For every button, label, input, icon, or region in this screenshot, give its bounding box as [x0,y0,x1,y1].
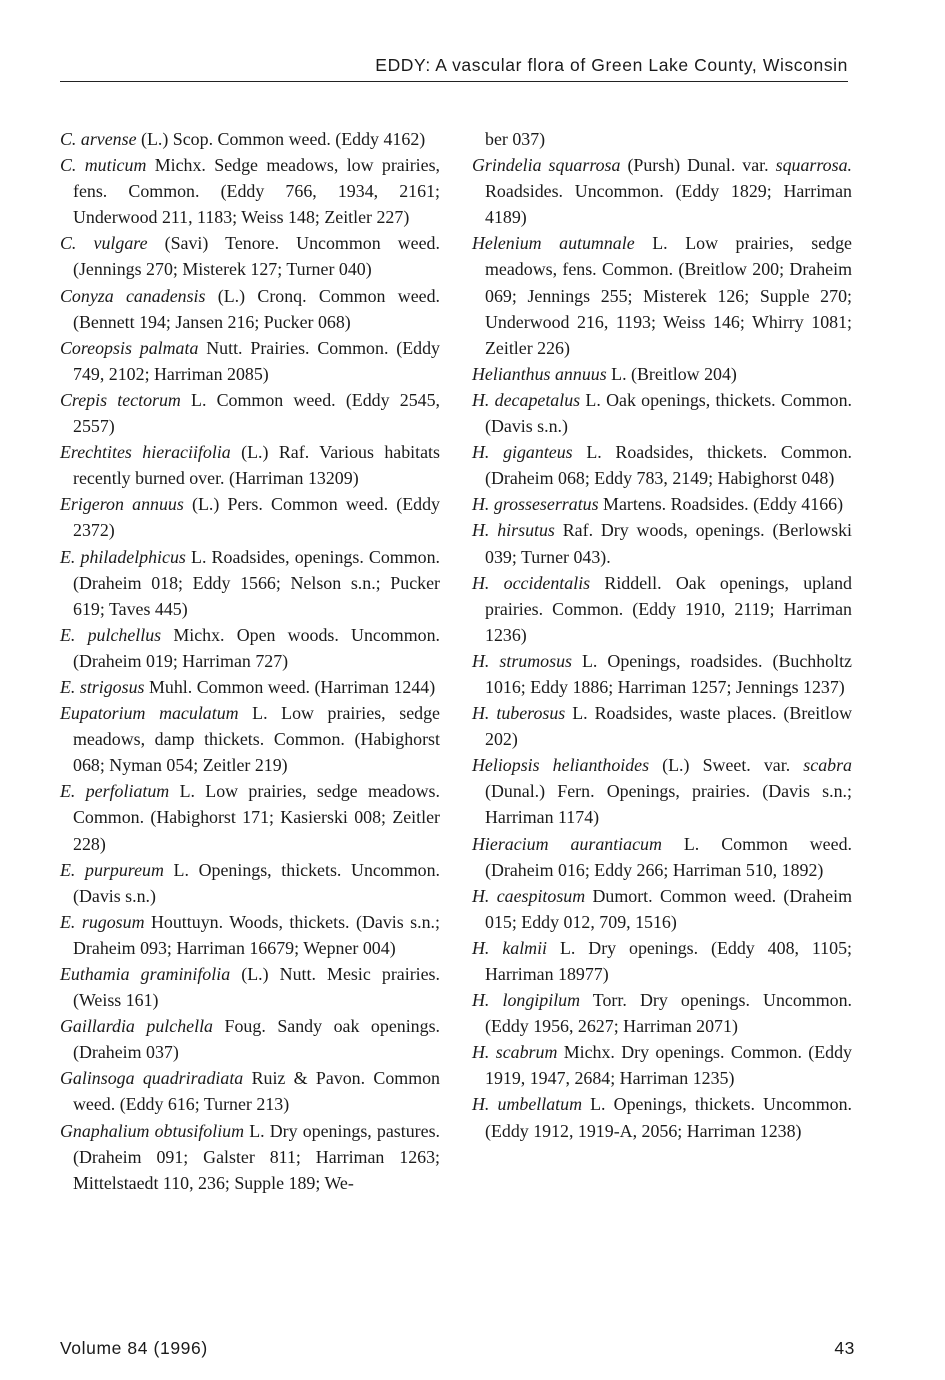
species-notes: Dumort. Common weed. (Draheim 015; Eddy 012, 709, 1516) [485,885,852,932]
species-entry [472,648,852,700]
left-column [60,126,440,1196]
species-entry [472,987,852,1039]
species-name: H. giganteus [472,442,573,463]
species-entry [472,1091,852,1143]
species-name: H. grosseserratus [472,494,599,515]
species-notes: Michx. Sedge meadows, low prairies, fens. Common. (Eddy 766, 1934, 2161; Underwood 211, 1183; Weiss 148; Zeitler 227) [73,155,441,228]
species-name: E. philadelphicus [60,546,186,567]
species-entry [472,752,852,830]
species-notes: L. Low prairies, sedge meadows, damp thickets. Common. (Habighorst 068; Nyman 054; Zeitler 219) [73,703,440,776]
species-notes: L. Low prairies, sedge meadows, fens. Common. (Breitlow 200; Draheim 069; Jennings 255; Misterek 126; Supple 270; Underwood 216, 1193; Weiss 146; Whirry 1081; Zeitler 226) [485,233,852,358]
species-notes: L. (Breitlow 204) [606,363,737,384]
species-name: H. tuberosus [472,703,566,724]
species-notes: (Pursh) Dunal. var. [620,155,776,176]
species-name: Heliopsis helianthoides [472,755,650,776]
species-name: E. perfoliatum [60,781,170,802]
species-entry [60,152,440,230]
species-name: Helenium autumnale [472,233,635,254]
species-name: Hieracium aurantiacum [472,833,662,854]
species-entry [472,491,852,517]
variety-name: squarrosa. [775,155,852,176]
species-entry [60,439,440,491]
species-name: E. rugosum [60,911,145,932]
species-entry [60,622,440,674]
species-entry [60,961,440,1013]
species-entry [60,544,440,622]
species-notes: (L.) Scop. Common weed. (Eddy 4162) [136,129,426,149]
species-entry [472,935,852,987]
species-notes: Riddell. Oak openings, upland prairies. Common. (Eddy 1910, 2119; Harriman 1236) [485,572,852,645]
species-notes: L. Dry openings. (Eddy 408, 1105; Harriman 18977) [485,937,852,984]
volume-footer: Volume 84 (1996) [60,1338,208,1358]
species-notes: Muhl. Common weed. (Harriman 1244) [144,676,436,697]
species-entry [472,570,852,648]
species-notes: Raf. Dry woods, openings. (Berlowski 039; Turner 043). [485,520,852,567]
right-column [472,126,852,1144]
species-notes: Michx. Dry openings. Common. (Eddy 1919, 1947, 2684; Harriman 1235) [485,1042,852,1089]
species-notes: L. Roadsides, openings. Common. (Draheim 018; Eddy 1566; Nelson s.n.; Pucker 619; Taves 445) [73,546,440,619]
species-name: Grindelia squarrosa [472,155,621,176]
species-name: Eupatorium maculatum [60,703,239,724]
species-name: H. kalmii [472,937,548,958]
species-notes: (L.) Cronq. Common weed. (Bennett 194; Jansen 216; Pucker 068) [73,285,440,332]
species-entry [472,831,852,883]
species-notes: (L.) Pers. Common weed. (Eddy 2372) [73,494,440,541]
species-name: Galinsoga quadriradiata [60,1068,244,1089]
species-notes: L. Common weed. (Eddy 2545, 2557) [73,389,440,437]
species-name: Erechtites hieraciifolia [60,442,231,463]
species-notes: Torr. Dry openings. Uncommon. (Eddy 1956, 2627; Harriman 2071) [485,990,852,1037]
species-entry [60,335,440,387]
page-number: 43 [834,1338,855,1358]
species-entry [472,387,852,439]
species-notes: L. Openings, roadsides. (Buchholtz 1016; Eddy 1886; Harriman 1257; Jennings 1237) [485,650,852,697]
species-name: C. muticum [60,155,147,176]
species-notes: L. Dry openings, pastures. (Draheim 091; Galster 811; Harriman 1263; Mittelstaedt 110, 236; Supple 189; We- [73,1120,440,1193]
species-entry [472,230,852,360]
variety-name: scabra [803,755,852,776]
species-notes: Michx. Open woods. Uncommon. (Draheim 019; Harriman 727) [73,624,440,671]
species-name: Coreopsis palmata [60,337,199,358]
species-notes: (Savi) Tenore. Uncommon weed. (Jennings 270; Misterek 127; Turner 040) [73,233,440,280]
species-notes: (L.) Raf. Various habitats recently burned over. (Harriman 13209) [73,442,440,489]
running-header: EDDY: A vascular flora of Green Lake County, Wisconsin [60,55,848,82]
species-name: E. pulchellus [60,624,162,645]
species-name: H. caespitosum [472,885,586,906]
species-notes: (Dunal.) Fern. Openings, prairies. (Davis s.n.; Harriman 1174) [485,781,852,828]
species-name: H. scabrum [472,1042,558,1063]
species-name: Crepis tectorum [60,389,181,410]
species-entry [60,909,440,961]
species-name: H. occidentalis [472,572,591,593]
species-notes: L. Roadsides, waste places. (Breitlow 202) [485,703,852,750]
species-notes: (L.) Sweet. var. [649,755,804,776]
species-entry [60,283,440,335]
species-notes: L. Openings, thickets. Uncommon. (Davis s.n.) [73,859,440,906]
species-notes: L. Openings, thickets. Uncommon. (Eddy 1912, 1919-A, 2056; Harriman 1238) [485,1094,853,1141]
species-notes: Houttuyn. Woods, thickets. (Davis s.n.; Draheim 093; Harriman 16679; Wepner 004) [73,911,441,958]
species-entry [60,126,440,152]
species-entry [472,883,852,935]
species-entry [60,387,440,439]
species-notes: Martens. Roadsides. (Eddy 4166) [598,494,844,515]
species-name: H. longipilum [472,990,581,1011]
species-notes: Foug. Sandy oak openings. (Draheim 037) [73,1016,441,1063]
species-entry [60,778,440,856]
species-name: Conyza canadensis [60,285,206,306]
species-entry [60,1118,440,1196]
species-name: E. strigosus [60,676,145,697]
species-entry [472,700,852,752]
species-name: H. hirsutus [472,520,555,541]
species-notes: Ruiz & Pavon. Common weed. (Eddy 616; Turner 213) [73,1068,440,1115]
species-entry [60,491,440,543]
species-name: C. vulgare [60,233,148,254]
species-name: Erigeron annuus [60,494,184,515]
species-name: Gaillardia pulchella [60,1016,213,1037]
species-entry [60,700,440,778]
continuation-text: ber 037) [485,129,546,149]
species-entry [472,439,852,491]
species-notes: L. Common weed. (Draheim 016; Eddy 266; Harriman 510, 1892) [485,833,852,880]
species-notes: Nutt. Prairies. Common. (Eddy 749, 2102; Harriman 2085) [73,337,440,384]
species-name: Gnaphalium obtusifolium [60,1120,245,1141]
species-entry [472,152,852,230]
species-name: C. arvense [60,129,137,149]
species-entry [60,857,440,909]
species-name: Helianthus annuus [472,363,607,384]
species-entry [60,1013,440,1065]
species-notes: L. Roadsides, thickets. Common. (Draheim 068; Eddy 783, 2149; Habighorst 048) [485,442,852,489]
species-notes: (L.) Nutt. Mesic prairies. (Weiss 161) [73,964,440,1011]
species-name: Euthamia graminifolia [60,964,231,984]
species-entry [472,361,852,387]
species-notes: Roadsides. Uncommon. (Eddy 1829; Harriman 4189) [485,181,852,228]
species-entry [60,674,440,700]
species-notes: L. Oak openings, thickets. Common. (Davis s.n.) [485,389,852,437]
species-entry [472,517,852,569]
species-name: H. umbellatum [472,1094,582,1115]
species-notes: L. Low prairies, sedge meadows. Common. (Habighorst 171; Kasierski 008; Zeitler 228) [73,781,440,854]
species-name: H. strumosus [472,650,572,671]
species-entry [472,1039,852,1091]
species-name: E. purpureum [60,859,164,880]
species-name: H. decapetalus [472,389,581,410]
species-entry [60,1065,440,1117]
species-entry [60,230,440,282]
